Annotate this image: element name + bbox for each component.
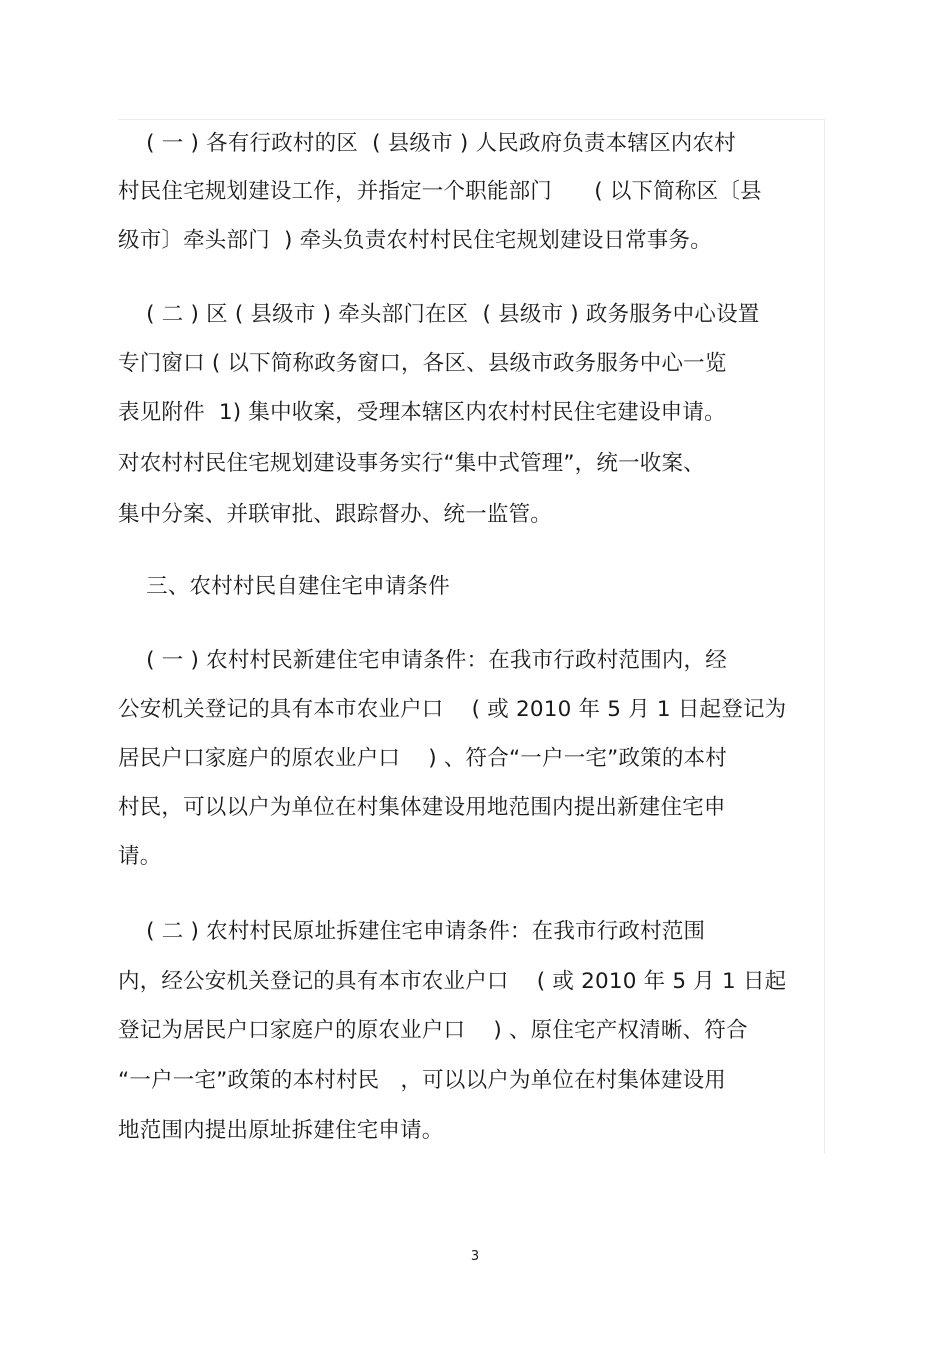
paragraph-2-line-3: 表见附件 1) 集中收案，受理本辖区内农村村民住宅建设申请。 bbox=[118, 400, 726, 425]
paragraph-3-line-5: 请。 bbox=[118, 844, 162, 869]
section-heading: 三、农村村民自建住宅申请条件 bbox=[118, 574, 450, 599]
paragraph-4-line-5: 地范围内提出原址拆建住宅申请。 bbox=[118, 1118, 444, 1143]
paragraph-4-line-3: 登记为居民户口家庭户的原农业户口 ) 、原住宅产权清晰、符合 bbox=[118, 1018, 748, 1043]
paragraph-1-line-1: ( 一 ) 各有行政村的区 ( 县级市 ) 人民政府负责本辖区内农村 bbox=[118, 131, 736, 156]
paragraph-3-line-3: 居民户口家庭户的原农业户口 ) 、符合“一户一宅”政策的本村 bbox=[118, 746, 727, 771]
paragraph-2-line-2: 专门窗口 ( 以下简称政务窗口，各区、县级市政务服务中心一览 bbox=[118, 351, 727, 376]
paragraph-3-line-1: ( 一 ) 农村村民新建住宅申请条件：在我市行政村范围内，经 bbox=[118, 648, 727, 673]
paragraph-3-line-2: 公安机关登记的具有本市农业户口 ( 或 2010 年 5 月 1 日起登记为 bbox=[118, 697, 787, 722]
paragraph-4-line-2: 内，经公安机关登记的具有本市农业户口 ( 或 2010 年 5 月 1 日起 bbox=[118, 969, 787, 994]
page-number: 3 bbox=[470, 1249, 480, 1264]
paragraph-1-line-3: 级市〕牵头部门 ) 牵头负责农村村民住宅规划建设日常事务。 bbox=[118, 228, 712, 253]
paragraph-2-line-4: 对农村村民住宅规划建设事务实行“集中式管理”，统一收案、 bbox=[118, 451, 705, 476]
paragraph-4-line-4: “一户一宅”政策的本村村民 ，可以以户为单位在村集体建设用 bbox=[118, 1068, 726, 1093]
paragraph-3-line-4: 村民，可以以户为单位在村集体建设用地范围内提出新建住宅申 bbox=[118, 795, 726, 820]
paragraph-4-line-1: ( 二 ) 农村村民原址拆建住宅申请条件：在我市行政村范围 bbox=[118, 919, 706, 944]
paragraph-2-line-1: ( 二 ) 区 ( 县级市 ) 牵头部门在区 ( 县级市 ) 政务服务中心设置 bbox=[118, 302, 760, 327]
paragraph-2-line-5: 集中分案、并联审批、跟踪督办、统一监管。 bbox=[118, 502, 553, 527]
page-frame-right-border bbox=[824, 119, 825, 1154]
page-frame-top-border bbox=[118, 119, 825, 120]
paragraph-1-line-2: 村民住宅规划建设工作，并指定一个职能部门 ( 以下简称区〔县 bbox=[118, 179, 762, 204]
